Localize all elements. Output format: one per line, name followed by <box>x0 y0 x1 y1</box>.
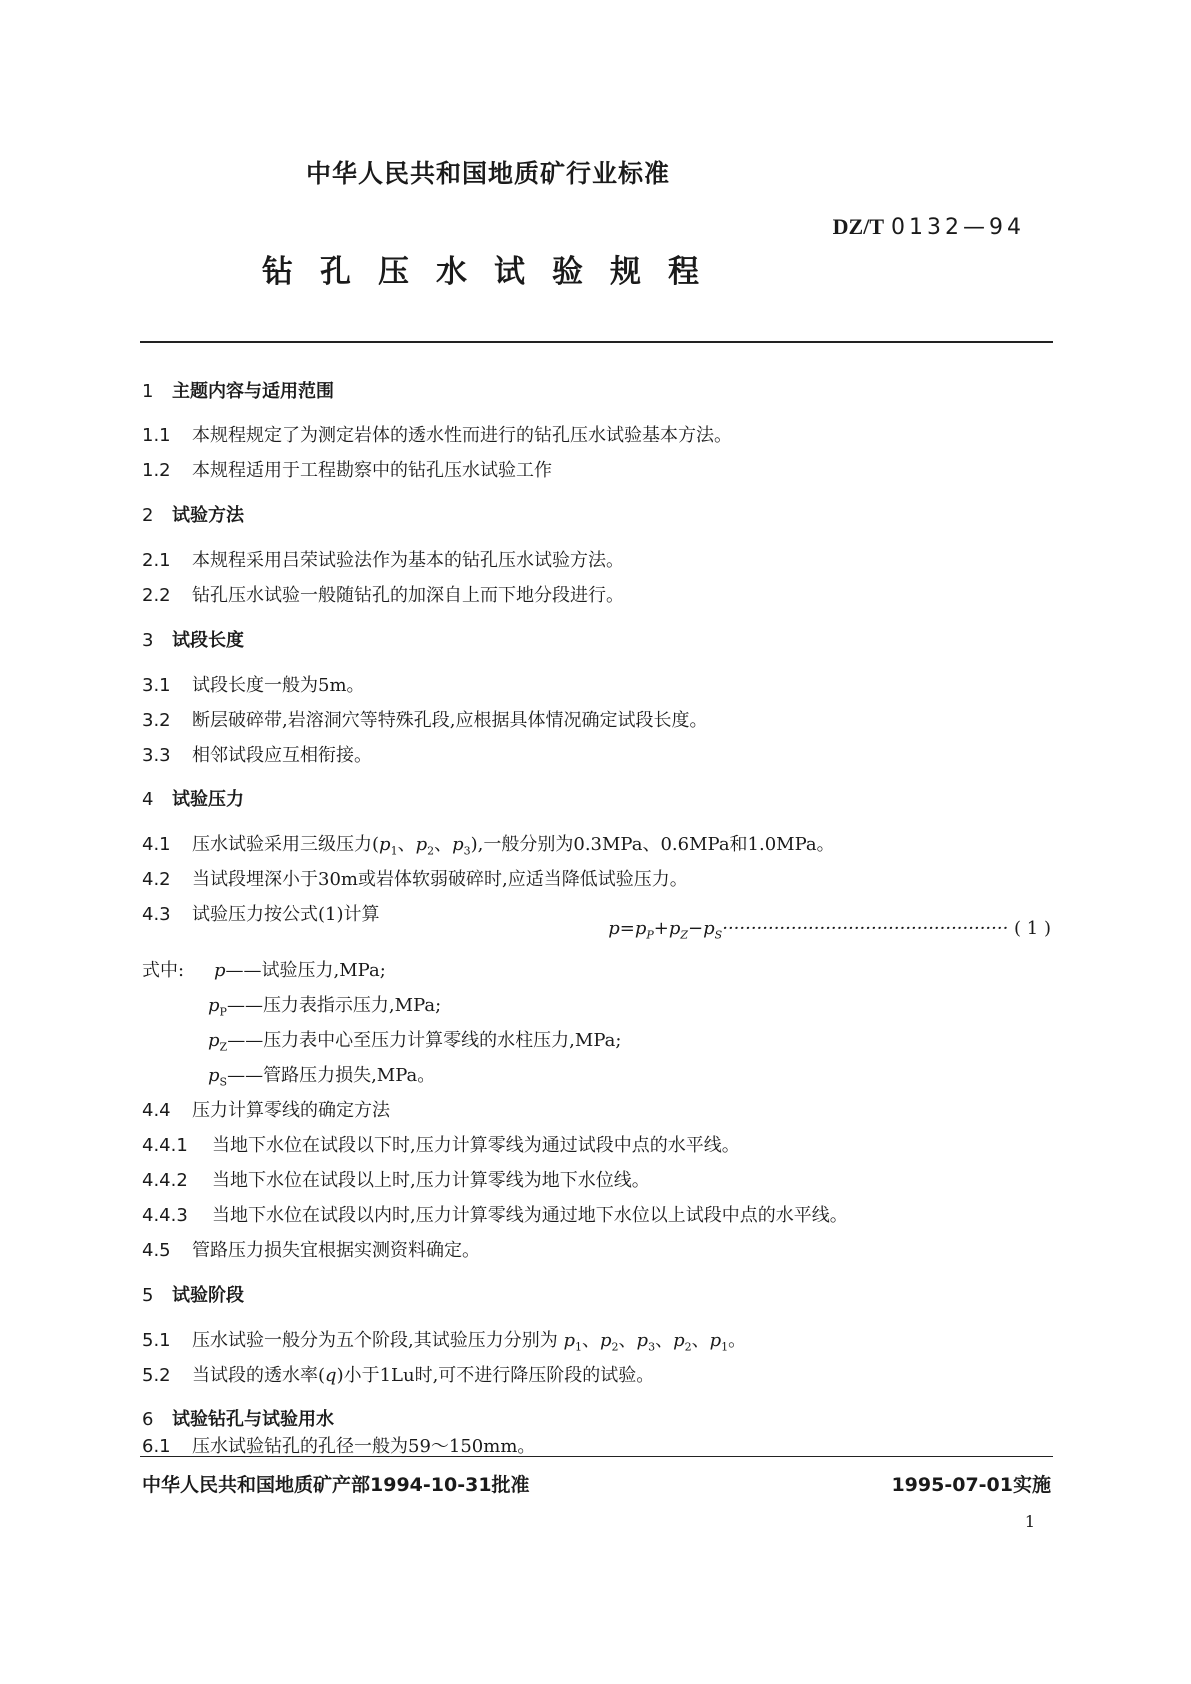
clause: 4.5 管路压力损失宜根据实测资料确定。 <box>142 1240 480 1261</box>
section-heading: 3 试段长度 <box>142 630 244 651</box>
standard-code-number: 0132—94 <box>891 215 1025 240</box>
footer-divider <box>140 1456 1053 1457</box>
symbol-definition: $p_P——$压力表指示压力,MPa; <box>208 995 442 1019</box>
clause: 1.1 本规程规定了为测定岩体的透水性而进行的钻孔压水试验基本方法。 <box>142 425 732 446</box>
header-divider <box>140 341 1053 343</box>
where-label: 式中: <box>142 960 185 981</box>
document-title: 钻孔压水试验规程 <box>262 254 726 290</box>
clause: 4.4.2 当地下水位在试段以上时,压力计算零线为地下水位线。 <box>142 1170 650 1191</box>
clause: 5.1 压水试验一般分为五个阶段,其试验压力分别为 $p_1$、$p_2$、$p_3$、$p_2$、$p_1$。 <box>142 1330 747 1354</box>
section-heading: 5 试验阶段 <box>142 1285 244 1306</box>
section-heading: 2 试验方法 <box>142 505 244 526</box>
formula-1: $p=p_P+p_Z-p_S\cdot\cdot\cdot\cdot\cdot\cdot\cdot\cdot\cdot\cdot\cdot\cdot\cdot\cdot\cdot\cdot\cdot\cdot\cdot\cdot\cdot\cdot\cdot\cdot\cdot\cdot\cdot\cdot\cdot\cdot\cdot\cdot\cdot\cdot\cdot\cdot\cdot\cdot\cdot\cdot\cdot\cdot\cdot\cdot\cdot\cdot\cdot\cdot\cdot\cdot$ ( 1 ) <box>608 918 1051 942</box>
symbol-definition: $p_Z——$压力表中心至压力计算零线的水柱压力,MPa; <box>208 1030 622 1054</box>
clause: 5.2 当试段的透水率(q)小于1Lu时,可不进行降压阶段的试验。 <box>142 1365 655 1386</box>
clause: 2.2 钻孔压水试验一般随钻孔的加深自上而下地分段进行。 <box>142 585 624 606</box>
clause: 4.4 压力计算零线的确定方法 <box>142 1100 390 1121</box>
clause: 4.3 试验压力按公式(1)计算 <box>142 904 380 925</box>
clause: 4.4.3 当地下水位在试段以内时,压力计算零线为通过地下水位以上试段中点的水平线。 <box>142 1205 848 1226</box>
formula-number: ( 1 ) <box>1014 918 1051 939</box>
clause: 2.1 本规程采用吕荣试验法作为基本的钻孔压水试验方法。 <box>142 550 624 571</box>
symbol-definition: $p_S——$管路压力损失,MPa。 <box>208 1065 436 1089</box>
clause: 3.2 断层破碎带,岩溶洞穴等特殊孔段,应根据具体情况确定试段长度。 <box>142 710 708 731</box>
standard-code-prefix: DZ/T <box>832 214 885 239</box>
clause: 3.1 试段长度一般为5m。 <box>142 675 365 696</box>
clause: 3.3 相邻试段应互相衔接。 <box>142 745 372 766</box>
symbol-definition: p——试验压力,MPa; <box>214 960 386 981</box>
clause: 6.1 压水试验钻孔的孔径一般为59～150mm。 <box>142 1436 536 1457</box>
section-heading: 6 试验钻孔与试验用水 <box>142 1409 334 1430</box>
clause: 4.4.1 当地下水位在试段以下时,压力计算零线为通过试段中点的水平线。 <box>142 1135 740 1156</box>
standard-code <box>833 214 1025 240</box>
standard-title: 中华人民共和国地质矿行业标准 <box>306 159 671 188</box>
clause: 4.1 压水试验采用三级压力($p_1$、$p_2$、$p_3$),一般分别为0.3MPa、0.6MPa和1.0MPa。 <box>142 834 835 858</box>
clause: 4.2 当试段埋深小于30m或岩体软弱破碎时,应适当降低试验压力。 <box>142 869 688 890</box>
approval-line: 中华人民共和国地质矿产部1994-10-31批准 <box>142 1474 530 1496</box>
section-heading: 4 试验压力 <box>142 789 244 810</box>
clause: 1.2 本规程适用于工程勘察中的钻孔压水试验工作 <box>142 460 552 481</box>
section-heading: 1 主题内容与适用范围 <box>142 381 334 402</box>
effective-date: 1995-07-01实施 <box>891 1474 1051 1496</box>
formula-expression: $p=p_P+p_Z-p_S$ <box>608 918 723 942</box>
page-number: 1 <box>1024 1512 1035 1531</box>
